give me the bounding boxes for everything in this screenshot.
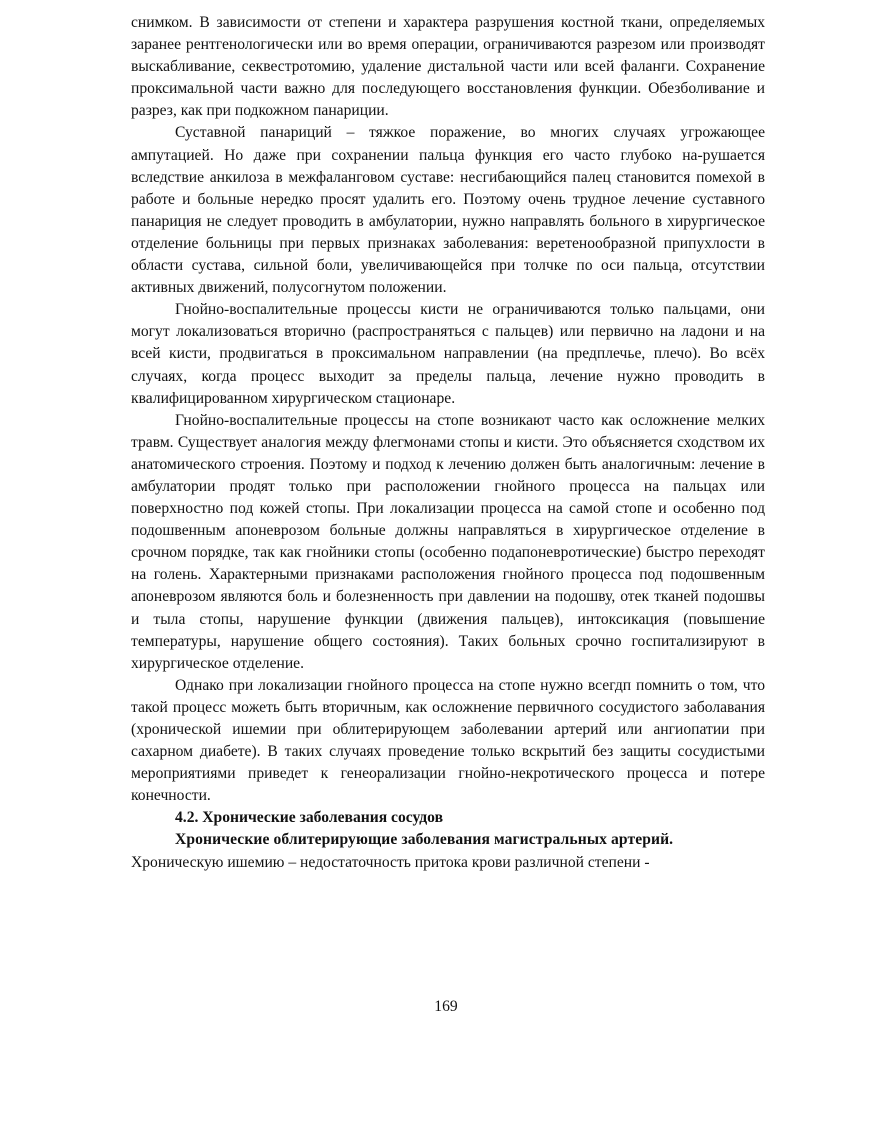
trailing-text: Хроническую ишемию – недостаточность притока крови различной степени -	[131, 853, 650, 871]
paragraph-foot-processes: Гнойно-воспалительные процессы на стопе возникают часто как осложнение мелких травм. Существует аналогия между флегмонами стопы и кисти. Это объясняется сходством их анатомического строения. Поэтому и подход к лечению должен быть аналогичным: лечение в амбулатории продят только при расположении гнойного процесса на пальцах или поверхностно под кожей стопы. При локализации процесса на самой стопе и особенно под подошвенным апоневрозом больные должны направляться в хирургическое отделение в срочном порядке, так как гнойники стопы (особенно подапоневротические) быстро переходят на голень. Характерными признаками расположения гнойного процесса под подошвенным апоневрозом являются боль и болезненность при давлении на подошву, отек тканей подошвы и тыла стопы, нарушение функции (движения пальцев), интоксикация (повышение температуры, нарушение общего состояния). Таких больных срочно госпитализируют в хирургическое отделение.	[131, 411, 765, 672]
page-number: 169	[434, 998, 458, 1015]
paragraph-vascular-caution: Однако при локализации гнойного процесса на стопе нужно всегдп помнить о том, что такой процесс можеть быть вторичным, как осложнение первичного сосудистого заболавания (хронической ишемии при облитерирующем заболевании артерий или ангиопатии при сахарном диабете). В таких случаях проведение только вскрытий без защиты сосудистыми мероприятиями приведет к генеорализации гнойно-некротического процесса и потере конечности.	[131, 676, 765, 805]
section-heading: 4.2. Хронические заболевания сосудов	[175, 809, 444, 827]
paragraph-hand-processes: Гнойно-воспалительные процессы кисти не ограничиваются только пальцами, они могут локализоваться вторично (распространяться с пальцев) или первично на ладони и на всей кисти, продвигаться в проксимальном направлении (на предплечье, плечо). Во всёх случаях, когда процесс выходит за пределы пальца, лечение нужно проводить в квалифицированном хирургическом стационаре.	[131, 301, 765, 407]
document-page	[131, 12, 765, 874]
paragraph-continuation: снимком. В зависимости от степени и характера разрушения костной ткани, определяемых заранее рентгенологически или во время операции, ограничиваются разрезом или производят выскабливание, секвестротомию, удаление дистальной части или всей фаланги. Сохранение проксимальной части важно для последующего восстановления функции. Обезболивание и разрез, как при подкожном панариции.	[131, 14, 765, 120]
paragraph-joint-panaritium: Суставной панариций – тяжкое поражение, во многих случаях угрожающее ампутацией. Но даже при сохранении пальца функция его часто глубоко на-рушается вследствие анкилоза в межфаланговом суставе: несгибающийся палец становится помехой в работе и больные нередко просят удалить его. Поэтому очень трудное лечение суставного панариция не следует проводить в амбулатории, нужно направлять больного в хирургическое отделение больницы при первых признаках заболевания: веретенообразной припухлости в области сустава, сильной боли, увеличивающейся при толчке по оси пальца, отсутствии активных движений, полусогнутом положении.	[131, 124, 765, 297]
subsection-heading: Хронические облитерирующие заболевания магистральных артерий.	[175, 831, 674, 849]
